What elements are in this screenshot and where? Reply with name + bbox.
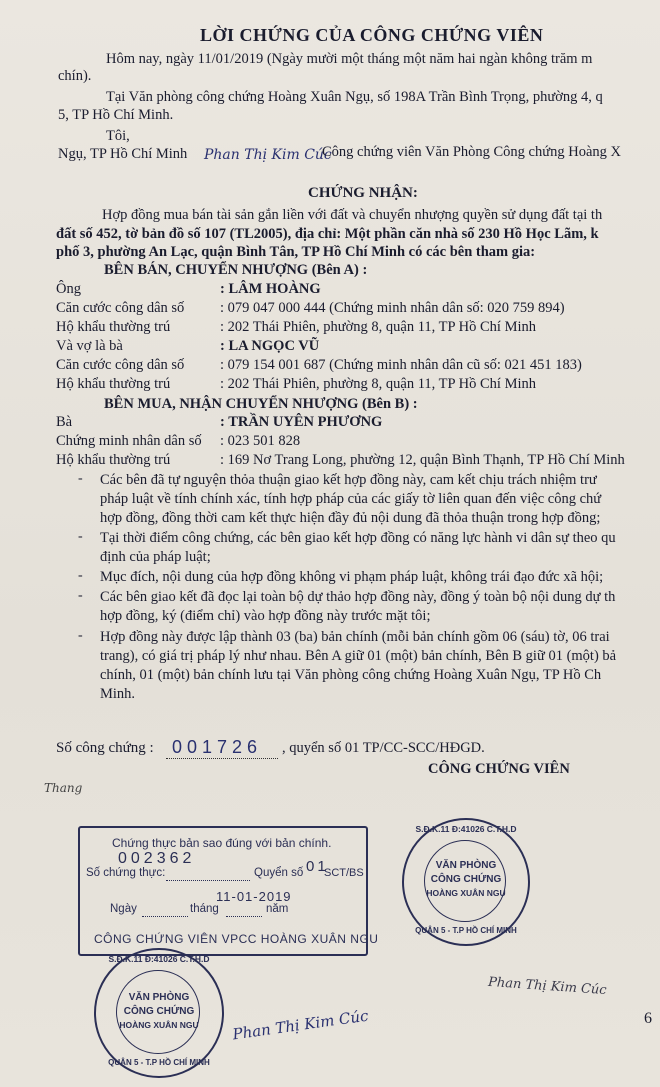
intro-line: 5, TP Hồ Chí Minh.	[58, 107, 174, 123]
seal-outer-text: S.Đ.K.11 Đ:41026 C.T.H.D	[108, 954, 210, 964]
intro-line: Tôi,	[106, 128, 130, 144]
bullet-line: pháp luật về tính chính xác, tính hợp pháp của các giấy tờ liên quan đến việc công chứ	[100, 491, 602, 507]
bullet-dash: -	[78, 471, 83, 486]
notary-title: CÔNG CHỨNG VIÊN	[428, 761, 570, 777]
stamp-dots	[142, 904, 188, 917]
buyer-name: : TRẦN UYÊN PHƯƠNG	[220, 414, 383, 430]
intro-line: Hôm nay, ngày 11/01/2019 (Ngày mười một tháng một năm hai ngàn không trăm m	[106, 51, 593, 67]
contract-line: đất số 452, tờ bản đồ số 107 (TL2005), địa chỉ: Một phần căn nhà số 230 Hồ Học Lãm, k	[56, 226, 599, 242]
field-label: Bà	[56, 414, 73, 430]
bullet-line: hợp đồng, ký (điểm chỉ) vào hợp đồng này trước mặt tôi;	[100, 608, 431, 624]
thang-note: Thang	[44, 781, 83, 795]
bullet-dash: -	[78, 588, 83, 603]
notary-number-label: Số công chứng :	[56, 740, 154, 756]
stamp-label: Ngày	[110, 903, 137, 915]
field-value: : 079 047 000 444 (Chứng minh nhân dân số: 020 759 894)	[220, 300, 565, 316]
seller-heading: BÊN BÁN, CHUYỂN NHƯỢNG (Bên A) :	[104, 262, 368, 278]
bullet-line: Các bên đã tự nguyện thỏa thuận giao kết hợp đồng này, cam kết chịu trách nhiệm trư	[100, 472, 597, 488]
field-value: : 202 Thái Phiên, phường 8, quận 11, TP Hồ Chí Minh	[220, 376, 537, 392]
stamp-label: năm	[266, 903, 289, 915]
field-value: : 023 501 828	[220, 433, 301, 449]
signature: Phan Thị Kim Cúc	[231, 1006, 370, 1044]
bullet-dash: -	[78, 628, 83, 643]
seller-wife-name: : LA NGỌC VŨ	[220, 338, 320, 354]
stamp-footer: CÔNG CHỨNG VIÊN VPCC HOÀNG XUÂN NGU	[94, 932, 379, 946]
stamp-label: Số chứng thực:	[86, 867, 166, 879]
notary-number-stamp: 001726	[172, 737, 263, 757]
bullet-line: Minh.	[100, 686, 136, 702]
intro-line: Công chứng viên Văn Phòng Công chứng Hoàng X	[322, 144, 621, 160]
copy-certification-stamp	[78, 826, 379, 956]
field-value: : 169 Nơ Trang Long, phường 12, quận Bình Thạnh, TP Hồ Chí Minh	[220, 452, 625, 468]
bullet-line: định của pháp luật;	[100, 549, 211, 565]
field-label: Căn cước công dân số	[56, 357, 185, 373]
seal-outer-text: S.Đ.K.11 Đ:41026 C.T.H.D	[415, 824, 517, 834]
seal-inner-text: HOÀNG XUÂN NGU	[426, 888, 506, 898]
bullet-dash: -	[78, 568, 83, 583]
seal-inner-text: VĂN PHÒNG	[435, 860, 497, 871]
stamp-label: SCT/BS	[324, 867, 364, 879]
bullet-line: hợp đồng, đồng thời cam kết thực hiện đầy đủ nội dung đã thỏa thuận trong hợp đồng;	[100, 510, 601, 526]
field-label: Hộ khẩu thường trú	[56, 319, 171, 335]
field-label: Căn cước công dân số	[56, 300, 185, 316]
official-seal-bottom	[94, 948, 224, 1078]
contract-line: Hợp đồng mua bán tài sản gắn liền với đất và chuyển nhượng quyền sử dụng đất tại th	[102, 207, 603, 223]
stamp-dots	[166, 868, 250, 881]
signature-right: Phan Thị Kim Cúc	[487, 974, 608, 999]
seal-outer-text: QUẬN 5 - T.P HỒ CHÍ MINH	[415, 926, 517, 935]
field-label: Chứng minh nhân dân số	[56, 433, 202, 449]
seal-inner-text: CÔNG CHỨNG	[123, 1006, 195, 1017]
field-label: Hộ khẩu thường trú	[56, 376, 171, 392]
seal-inner-text: HOÀNG XUÂN NGU	[119, 1020, 199, 1030]
field-value: : 079 154 001 687 (Chứng minh nhân dân cũ số: 021 451 183)	[220, 357, 582, 373]
stamp-line: Chứng thực bản sao đúng với bản chính.	[112, 836, 332, 850]
stamp-label: tháng	[190, 903, 219, 915]
page-number: 6	[644, 1010, 652, 1027]
bullet-dash: -	[78, 529, 83, 544]
intro-line: Ngụ, TP Hồ Chí Minh	[58, 146, 188, 162]
official-seal	[402, 818, 530, 946]
buyer-heading: BÊN MUA, NHẬN CHUYỂN NHƯỢNG (Bên B) :	[104, 396, 418, 412]
bullet-line: chính, 01 (một) bản chính lưu tại Văn phòng công chứng Hoàng Xuân Ngụ, TP Hồ Ch	[100, 667, 602, 683]
notary-number-rest: , quyển số 01 TP/CC-SCC/HĐGD.	[282, 740, 485, 756]
intro-line: Tại Văn phòng công chứng Hoàng Xuân Ngụ, số 198A Trần Bình Trọng, phường 4, q	[106, 89, 603, 105]
bullet-line: Hợp đồng này được lập thành 03 (ba) bản chính (mỗi bản chính gồm 06 (sáu) tờ, 06 trai	[100, 629, 610, 645]
intro-line: chín).	[58, 68, 92, 84]
field-label: Và vợ là bà	[56, 338, 123, 354]
seller-name: : LÂM HOÀNG	[220, 281, 321, 297]
bullet-line: Các bên giao kết đã đọc lại toàn bộ dự thảo hợp đồng này, đồng ý toàn bộ nội dung dự th	[100, 589, 616, 605]
bullet-line: Tại thời điểm công chứng, các bên giao kết hợp đồng có năng lực hành vi dân sự theo qu	[100, 530, 616, 546]
stamp-date: 11-01-2019	[216, 889, 292, 904]
field-value: : 202 Thái Phiên, phường 8, quận 11, TP Hồ Chí Minh	[220, 319, 537, 335]
seal-outer-text: QUẬN 5 - T.P HỒ CHÍ MINH	[108, 1058, 210, 1067]
field-label: Ông	[56, 281, 81, 297]
stamp-number: 002362	[118, 850, 196, 867]
certify-heading: CHỨNG NHẬN:	[308, 185, 418, 201]
bullet-line: Mục đích, nội dung của hợp đồng không vi phạm pháp luật, không trái đạo đức xã hội;	[100, 569, 604, 585]
stamp-label: Quyển số	[254, 867, 304, 879]
bullet-line: trang), có giá trị pháp lý như nhau. Bên A giữ 01 (một) bản chính, Bên B giữ 01 (một) bả	[100, 648, 617, 664]
page-title: LỜI CHỨNG CỦA CÔNG CHỨNG VIÊN	[200, 25, 544, 45]
handwritten-notary-name: Phan Thị Kim Cúc	[204, 147, 332, 163]
seal-inner-text: VĂN PHÒNG	[128, 992, 190, 1003]
contract-line: phố 3, phường An Lạc, quận Bình Tân, TP Hồ Chí Minh có các bên tham gia:	[56, 244, 536, 260]
seal-inner-text: CÔNG CHỨNG	[430, 874, 502, 885]
stamp-book-number: 01	[306, 858, 329, 875]
field-label: Hộ khẩu thường trú	[56, 452, 171, 468]
